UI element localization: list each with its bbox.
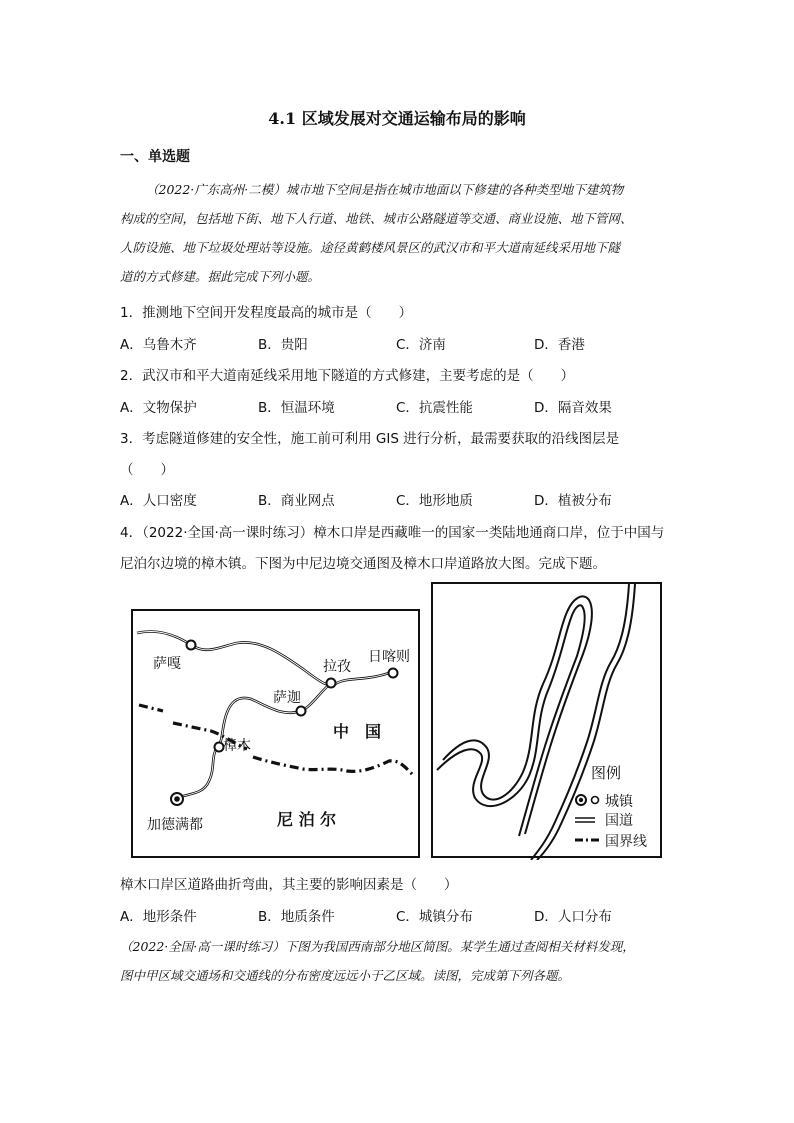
label-china: 中 国 (333, 722, 382, 741)
passage-2 (120, 932, 690, 990)
question-4-intro-line2: 尼泊尔边境的樟木镇。下图为中尼边境交通图及樟木口岸道路放大图。完成下题。 (120, 556, 606, 572)
road-serpentine-inner (437, 605, 585, 836)
town-marker (297, 707, 306, 716)
label-shigatse: 日喀则 (368, 649, 410, 665)
national-road-south (179, 683, 331, 797)
zhangmu-road-map (431, 582, 662, 858)
question-2: 2．武汉市和平大道南延线采用地下隧道的方式修建，主要考虑的是（ ） (120, 368, 575, 384)
label-nepal: 尼 泊 尔 (277, 810, 337, 829)
passage-1-line: 构成的空间，包括地下街、地下人行道、地铁、城市公路隧道等交通、商业设施、地下管网、 (120, 211, 633, 226)
option-b[interactable]: B．恒温环境 (258, 400, 335, 416)
option-d[interactable]: D．香港 (534, 337, 585, 353)
page-title: 4.1 区域发展对交通运输布局的影响 (268, 109, 526, 128)
option-b[interactable]: B．商业网点 (258, 493, 335, 509)
passage-2-line: 图中甲区域交通场和交通线的分布密度远远小于乙区域。读图，完成第下列各题。 (120, 968, 571, 983)
option-b[interactable]: B．贵阳 (258, 337, 308, 353)
option-c[interactable]: C．抗震性能 (396, 400, 473, 416)
passage-1-line: 人防设施、地下垃圾处理站等设施。途径黄鹤楼风景区的武汉市和平大道南延线采用地下隧 (120, 240, 621, 255)
question-3-bracket: （ ） (120, 462, 174, 478)
option-c[interactable]: C．济南 (396, 337, 446, 353)
option-a[interactable]: A．乌鲁木齐 (120, 337, 197, 353)
option-c[interactable]: C．城镇分布 (396, 909, 473, 925)
town-marker (327, 679, 336, 688)
option-a[interactable]: A．地形条件 (120, 909, 197, 925)
label-zhangmu: 樟木 (223, 738, 251, 754)
option-d[interactable]: D．隔音效果 (534, 400, 612, 416)
label-saga: 萨嘎 (153, 656, 181, 672)
town-marker (389, 669, 398, 678)
option-a[interactable]: A．文物保护 (120, 400, 197, 416)
question-4-intro-line1: 4．（2022·全国·高一课时练习）樟木口岸是西藏唯一的国家一类陆地通商口岸，位于中国与 (120, 525, 665, 541)
option-c[interactable]: C．地形地质 (396, 493, 473, 509)
section-heading: 一、单选题 (120, 149, 190, 165)
passage-1-line: 道的方式修建。据此完成下列小题。 (120, 269, 321, 284)
label-sakya: 萨迦 (273, 690, 301, 706)
option-b[interactable]: B．地质条件 (258, 909, 335, 925)
passage-2-line: （2022·全国·高一课时练习）下图为我国西南部分地区简图。某学生通过查阅相关材料发现， (120, 939, 635, 954)
option-a[interactable]: A．人口密度 (120, 493, 197, 509)
capital-marker-dot (174, 796, 180, 802)
legend-town-label: 城镇 (605, 794, 633, 810)
passage-1 (120, 175, 680, 291)
option-d[interactable]: D．植被分布 (534, 493, 612, 509)
question-4: 樟木口岸区道路曲折弯曲，其主要的影响因素是（ ） (120, 877, 458, 893)
question-1: 1．推测地下空间开发程度最高的城市是（ ） (120, 305, 413, 321)
label-kathmandu: 加德满都 (147, 817, 203, 833)
passage-1-line: （2022·广东高州·二模）城市地下空间是指在城市地面以下修建的各种类型地下建筑物 (146, 182, 624, 197)
question-3: 3．考虑隧道修建的安全性，施工前可利用 GIS 进行分析，最需要获取的沿线图层是 (120, 431, 620, 447)
option-d[interactable]: D．人口分布 (534, 909, 612, 925)
legend-town-symbol (592, 797, 599, 804)
legend-title: 图例 (591, 764, 622, 782)
town-marker (187, 641, 196, 650)
legend-road-label: 国道 (605, 813, 633, 829)
road-serpentine-outer (443, 596, 592, 834)
legend-border-label: 国界线 (605, 834, 647, 850)
border-transport-map (131, 609, 420, 858)
label-lazi: 拉孜 (323, 659, 351, 675)
